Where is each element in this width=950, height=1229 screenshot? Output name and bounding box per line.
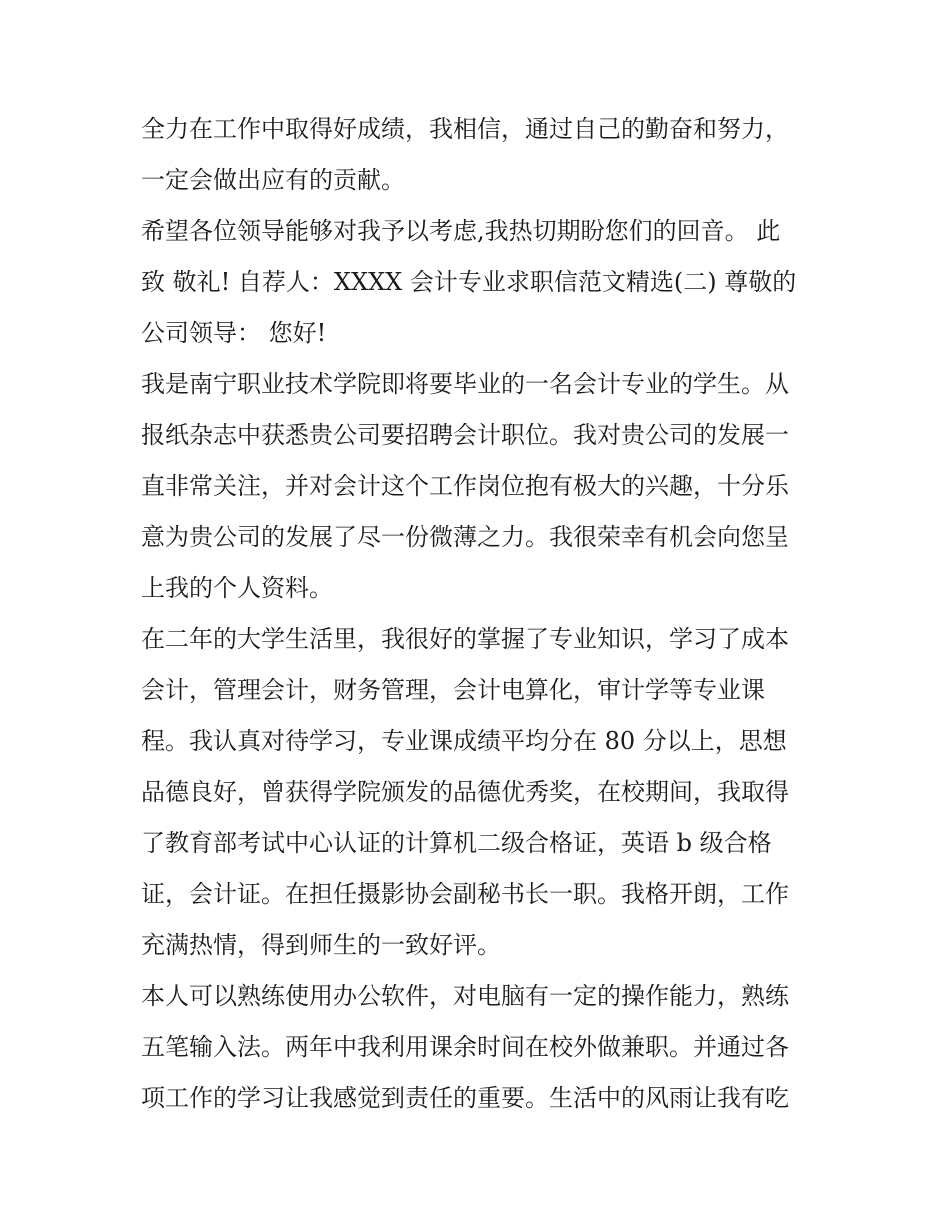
text-line: 全力在工作中取得好成绩，我相信，通过自己的勤奋和努力， <box>141 115 789 143</box>
text-line: 五笔输入法。两年中我利用课余时间在校外做兼职。并通过各 <box>141 1033 789 1061</box>
text-line: 品德良好，曾获得学院颁发的品德优秀奖，在校期间，我取得 <box>141 778 789 806</box>
text-line: 在二年的大学生活里，我很好的掌握了专业知识，学习了成本 <box>141 625 789 653</box>
text-line: 希望各位领导能够对我予以考虑,我热切期盼您们的回音。 此 <box>141 217 781 245</box>
text-line: 公司领导： 您好! <box>141 319 327 347</box>
text-line: 充满热情，得到师生的一致好评。 <box>141 931 501 959</box>
text-line: 一定会做出应有的贡献。 <box>141 166 405 194</box>
text-line: 本人可以熟练使用办公软件，对电脑有一定的操作能力，熟练 <box>141 982 789 1010</box>
text-line: 我是南宁职业技术学院即将要毕业的一名会计专业的学生。从 <box>141 370 789 398</box>
text-line: 报纸杂志中获悉贵公司要招聘会计职位。我对贵公司的发展一 <box>141 421 789 449</box>
text-line: 致 敬礼! 自荐人：XXXX 会计专业求职信范文精选(二) 尊敬的 <box>141 268 797 296</box>
text-line: 意为贵公司的发展了尽一份微薄之力。我很荣幸有机会向您呈 <box>141 523 789 551</box>
text-line: 了教育部考试中心认证的计算机二级合格证，英语 b 级合格 <box>141 829 772 857</box>
text-line: 直非常关注，并对会计这个工作岗位抱有极大的兴趣，十分乐 <box>141 472 789 500</box>
document-body <box>141 104 831 1124</box>
text-line: 证，会计证。在担任摄影协会副秘书长一职。我格开朗，工作 <box>141 880 789 908</box>
text-line: 上我的个人资料。 <box>141 574 333 602</box>
text-line: 项工作的学习让我感觉到责任的重要。生活中的风雨让我有吃 <box>141 1084 789 1112</box>
text-line: 程。我认真对待学习，专业课成绩平均分在 80 分以上，思想 <box>141 727 787 755</box>
text-line: 会计，管理会计，财务管理，会计电算化，审计学等专业课 <box>141 676 765 704</box>
